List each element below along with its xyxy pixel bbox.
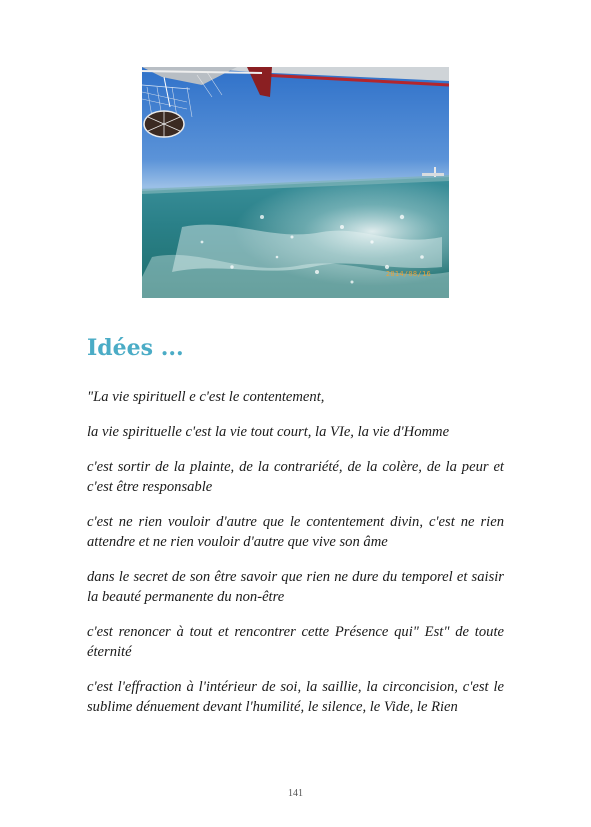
section-title: Idées ... <box>87 335 184 361</box>
paragraph: c'est l'effraction à l'intérieur de soi, la saillie, la circoncision, c'est le sublime dénuement devant l'humilité, le silence, le Vide, le Rien <box>87 679 504 715</box>
paragraph: la vie spirituelle c'est la vie tout court, la VIe, la vie d'Homme <box>87 424 450 440</box>
sea-photo <box>142 67 449 298</box>
poem-text <box>87 387 504 732</box>
paragraph: "La vie spirituell e c'est le contentement, <box>87 389 325 405</box>
sea-photo-illustration <box>142 67 449 298</box>
photo-date-stamp: 2014/08/16 <box>385 270 431 278</box>
paragraph: c'est sortir de la plainte, de la contrariété, de la colère, de la peur et c'est être responsable <box>87 459 504 495</box>
paragraph: dans le secret de son être savoir que rien ne dure du temporel et saisir la beauté permanente du non-être <box>87 569 504 605</box>
paragraph: c'est renoncer à tout et rencontrer cette Présence qui" Est" de toute éternité <box>87 624 504 660</box>
page-number: 141 <box>288 788 303 799</box>
paragraph: c'est ne rien vouloir d'autre que le contentement divin, c'est ne rien attendre et ne rien vouloir d'autre que vive son âme <box>87 514 504 550</box>
